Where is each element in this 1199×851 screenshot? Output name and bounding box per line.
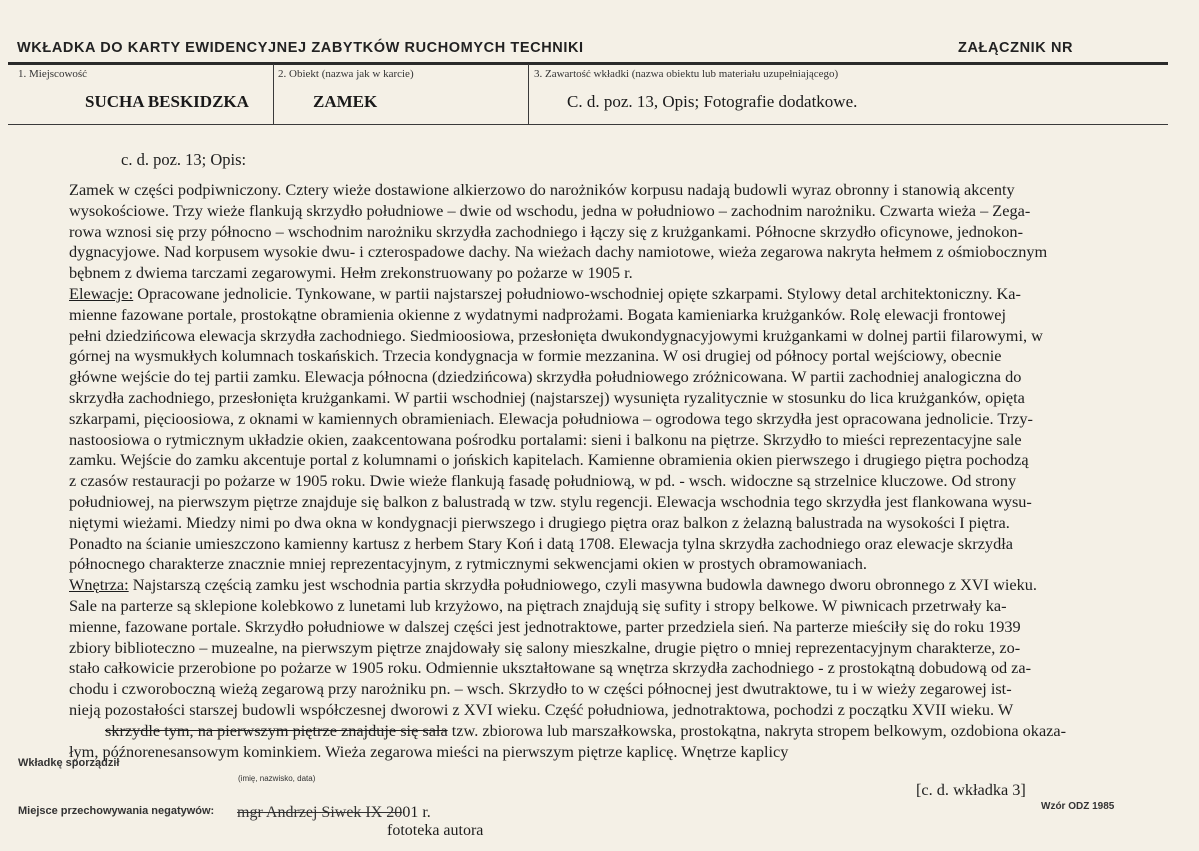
text-line: zamku. Wejście do zamku akcentuje portal z kolumnami o jońskich kapitelach. Kamienne obramienia okien pierwszego i drugiego piętra pochodzą	[69, 450, 1029, 470]
description-text	[69, 180, 1159, 762]
annex-label: ZAŁĄCZNIK NR	[958, 40, 1074, 56]
continuation-reference: [c. d. wkładka 3]	[916, 780, 1026, 799]
interiors-heading: Wnętrza:	[69, 575, 129, 595]
text-line: północnego charakterze znacznie mniej reprezentacyjnym, z rytmicznymi sekwencjami okien w prostych obramowaniach.	[69, 554, 867, 574]
text-line: Sale na parterze są sklepione kolebkowo z lunetami lub krzyżowo, na piętrach znajdują się sufity i stropy belkowe. W piwnicach przetrwały ka-	[69, 595, 1007, 615]
text-line: nastoosiowa o rytmicznym układzie okien, zaakcentowana pośrodku portalami: sieni i balkonu na piętrze. Skrzydło to mieści reprezentacyjne sale	[69, 429, 1022, 449]
field-divider	[273, 64, 274, 124]
header-rule	[8, 62, 1168, 65]
text-line: Ponadto na ścianie umieszczono kamienny kartusz z herbem Stary Koń i datą 1708. Elewacja tylna skrzydła zachodniego oraz elewacje skrzydła	[69, 533, 1013, 553]
text-line: z czasów restauracji po pożarze w 1905 roku. Dwie wieże flankują fasadę południową, w pd. - wsch. widoczne są strzelnice kluczowe. Od strony	[69, 471, 1017, 491]
text-line: bębnem z dwiema tarczami zegarowymi. Hełm zrekonstruowany po pożarze w 1905 r.	[69, 263, 633, 283]
storage-label: Miejsce przechowywania negatywów:	[18, 805, 215, 817]
text-line: zbiory biblioteczno – muzealne, na pierwszym piętrze znajdowały się salony mieszkalne, drugie piętro o mniej reprezentacyjnym charakterze, zo-	[69, 637, 1021, 657]
text-line: stało całkowicie przerobione po pożarze w 1905 roku. Odmiennie ukształtowane są wnętrza skrzydła zachodniego - z prostokątną dobudową od za-	[69, 658, 1032, 678]
fields-bottom-rule	[8, 124, 1168, 125]
text-line: wysokościowe. Trzy wieże flankują skrzydło południowe – dwie od wschodu, jedna w południowo – zachodnim narożniku. Czwarta wieża – Zega-	[69, 200, 1031, 220]
text-line: mienne, fazowane portale. Skrzydło południowe w dalszej części jest jednotraktowe, parter przedziela sień. Na parterze mieściły się do roku 1939	[69, 616, 1021, 636]
text-line: nieją pozostałości starszej budowli współczesnej dworowi z XVI wieku. Część południowa, jednotraktowa, pochodzi z początku XVII wieku. W	[69, 699, 1014, 719]
text-line: rowa wznosi się przy północno – wschodnim narożniku skrzydła zachodniego i łączy się z krużgankami. Północne skrzydło oficynowe, jednokon-	[69, 221, 1023, 241]
text-line: pełni dziedzińcowa elewacja skrzydła zachodniego. Siedmioosiowa, przesłonięta dwukondygnacyjowymi krużgankami w dolnej partii filarowymi, w	[69, 325, 1043, 345]
content-value: C. d. poz. 13, Opis; Fotografie dodatkowe.	[567, 92, 858, 111]
object-value: ZAMEK	[313, 92, 378, 111]
text-line: dygnacyjowe. Nad korpusem wysokie dwu- i czterospadowe dachy. Na wieżach dachy namiotowe, wieża zegarowa nakryta hełmem z ośmiobocznym	[69, 242, 1048, 262]
prepared-by-sublabel: (imię, nazwisko, data)	[238, 774, 316, 783]
text-line: mienne fazowane portale, prostokątne obramienia okienne z wydatnymi nadprożami. Bogata kamieniarka krużganków. Rolę elewacji frontowej	[69, 304, 1007, 324]
location-label: 1. Miejscowość	[18, 68, 88, 80]
content-label: 3. Zawartość wkładki (nazwa obiektu lub materiału uzupełniającego)	[534, 68, 839, 80]
form-model-label: Wzór ODZ 1985	[1041, 801, 1115, 812]
text-line: południowej, na pierwszym piętrze znajduje się balkon z balustradą w tzw. stylu regencji. Elewacja wschodnia tego skrzydła jest flankowana wysu-	[69, 491, 1032, 511]
text-line: skrzydła zachodniego, przesłonięta krużgankami. W partii wschodniej (najstarszej) wysunięta ryzalitycznie w stosunku do lica krużganków, opięta	[69, 387, 1025, 407]
text-line: Zamek w części podpiwniczony. Cztery wieże dostawione alkierzowo do narożników korpusu nadają budowli wyraz obronny i stanowią akcenty	[69, 180, 1015, 199]
prepared-by-label: Wkładkę sporządził	[18, 757, 120, 769]
text-line: szkarpami, pięcioosiowa, z oknami w kamiennych obramieniach. Elewacja południowa – ogrodowa tego skrzydła jest opracowana jednolicie. Trzy-	[69, 408, 1033, 428]
text-line: główne wejście do tej partii zamku. Elewacja północna (dziedzińcowa) skrzydła południowego zróżnicowana. W partii zachodniej analogiczna do	[69, 367, 1022, 387]
form-title: WKŁADKA DO KARTY EWIDENCYJNEJ ZABYTKÓW RUCHOMYCH TECHNIKI	[17, 40, 584, 56]
text-line: chodu i czworoboczną wieżą zegarową przy narożniku pn. – wsch. Skrzydło to w części północnej jest dwutraktowe, tu i w wieży zegarowej ist-	[69, 679, 1012, 699]
object-label: 2. Obiekt (nazwa jak w karcie)	[278, 68, 414, 80]
location-value: SUCHA BESKIDZKA	[85, 92, 249, 111]
elevations-heading: Elewacje:	[69, 283, 134, 303]
text-line: górnej na wysmukłych kolumnach toskańskich. Trzecia kondygnacja w formie mezzanina. W osi drugiej od północy portal wejściowy, obecnie	[69, 346, 1002, 366]
text-line: skrzydle tym, na pierwszym piętrze znajduje się sala tzw. zbiorowa lub marszałkowska, prostokątna, nakryta stropem belkowym, ozdobiona okaza-	[105, 720, 1067, 740]
text-line: Elewacje: Opracowane jednolicie. Tynkowane, w partii najstarszej południowo-wschodniej opięte szkarpami. Stylowy detal architektoniczny. Ka-	[69, 283, 1021, 303]
text-line: Wnętrza: Najstarszą częścią zamku jest wschodnia partia skrzydła południowego, czyli masywna budowla dawnego dworu obronnego z XVI wieku.	[69, 575, 1037, 595]
storage-value: mgr Andrzej Siwek IX 2001 r.	[237, 804, 431, 821]
photo-credit: fototeka autora	[387, 822, 484, 839]
struck-text: skrzydle tym, na pierwszym piętrze znajduje się sala	[105, 720, 448, 740]
text-line: łym, późnorenesansowym kominkiem. Wieża zegarowa mieści na pierwszym piętrze kaplicę. Wnętrze kaplicy	[69, 741, 789, 761]
field-divider	[528, 64, 529, 124]
section-intro: c. d. poz. 13; Opis:	[121, 150, 247, 169]
text-line: niętymi wieżami. Miedzy nimi po dwa okna w kondygnacji pierwszego i drugiego piętra oraz balkon z żelazną balustrada na wysokości I piętra.	[69, 512, 1010, 532]
